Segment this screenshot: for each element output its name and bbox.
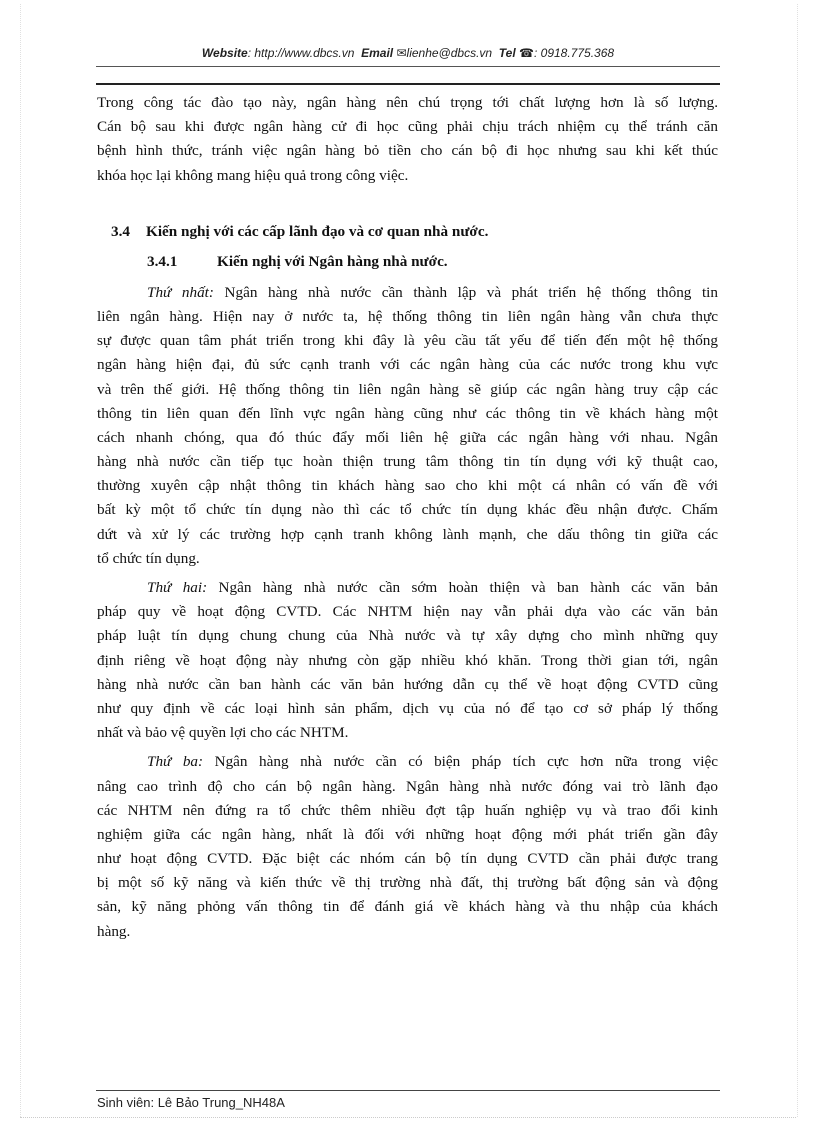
website-label: Website — [201, 46, 248, 60]
paragraph-line: sự được quan tâm phát triển trong khi đây là yêu cầu tất yếu để tiến đến một hệ thống — [97, 332, 718, 350]
paragraph-line: pháp quy về hoạt động CVTD. Các NHTM hiện nay vẫn phải dựa vào các văn bản — [97, 603, 718, 621]
section-number: 3.4 — [111, 222, 130, 240]
subsection-heading — [97, 250, 718, 276]
paragraph-line: thông tin liên quan đến lĩnh vực ngân hàng cũng như các thông tin về khách hàng một — [97, 404, 718, 422]
paragraph-line: các NHTM nên đứng ra tổ chức thêm nhiều đợt tập huấn nghiệp vụ và trao đổi kinh — [97, 801, 718, 819]
section-heading — [97, 220, 718, 246]
intro-line: Trong công tác đào tạo này, ngân hàng nên chú trọng tới chất lượng hơn là số lượng. — [97, 94, 718, 111]
page-body — [97, 91, 718, 944]
page-header — [96, 46, 720, 60]
paragraph-line: dứt và xử lý các trường hợp cạnh tranh không lành mạnh, che dấu thông tin giữa các — [97, 525, 718, 543]
section-title: Kiến nghị với các cấp lãnh đạo và cơ quan nhà nước. — [146, 222, 489, 240]
paragraph-line: nâng cao trình độ cho cán bộ ngân hàng. Ngân hàng nhà nước đóng vai trò lãnh đạo — [97, 777, 718, 795]
paragraph-line: hàng nhà nước cần tiếp tục hoàn thiện trung tâm thông tin tín dụng với kỹ thuật cao, — [97, 453, 718, 471]
paragraph-lead: Thứ ba: — [147, 753, 204, 771]
paragraph-line: hàng. — [97, 922, 131, 940]
paragraph-line: bị một số kỹ năng và kiến thức về thị trường nhà đất, thị trường bất động sản và động — [97, 874, 718, 892]
paragraph-line: sản, kỹ năng phỏng vấn thông tin để đánh giá về khách hàng và thu nhập của khách — [97, 898, 718, 916]
paragraph-line: bất kỳ một tổ chức tín dụng nào thì các tổ chức tín dụng khác đều nhận được. Chấm — [97, 501, 718, 519]
paragraph-line: nhất và bảo vệ quyền lợi cho các NHTM. — [97, 724, 349, 742]
paragraph-line: như quy định về các loại hình sản phẩm, dịch vụ của nó để tạo cơ sở pháp lý thống — [97, 699, 718, 717]
paragraph-line: như hoạt động CVTD. Đặc biệt các nhóm cán bộ tín dụng CVTD cần phải được trang — [97, 850, 718, 868]
paragraph-line: nghiệm giữa các ngân hàng, nhất là đối với những hoạt động mới phát triển gần đây — [97, 825, 718, 843]
paragraph-lead: Thứ nhất: — [147, 283, 214, 301]
tel-label: Tel — [498, 46, 516, 60]
paragraph-line: tổ chức tín dụng. — [97, 549, 200, 567]
tel-value: : 0918.775.368 — [533, 46, 615, 60]
paragraph-first-line: Thứ ba: Ngân hàng nhà nước cần có biện pháp tích cực hơn nữa trong việc — [147, 753, 718, 771]
paragraph-line: pháp luật tín dụng chung chung của Nhà nước và tự xây dựng cho mình những quy — [97, 627, 718, 645]
intro-line: Cán bộ sau khi được ngân hàng cử đi học cũng phải chịu trách nhiệm cụ thể tránh căn — [97, 118, 718, 136]
subsection-title: Kiến nghị với Ngân hàng nhà nước. — [217, 252, 448, 270]
email-label: Email — [361, 46, 394, 60]
paragraph-line: hàng nhà nước cần ban hành các văn bản hướng dẫn cụ thể về hoạt động CVTD cũng — [97, 675, 718, 693]
email-value: lienhe@dbcs.vn — [406, 46, 493, 60]
subsection-number: 3.4.1 — [147, 252, 178, 270]
footer-rule — [96, 1090, 720, 1091]
intro-line: khóa học lại không mang hiệu quả trong công việc. — [97, 166, 409, 184]
paragraph-first-line: Thứ nhất: Ngân hàng nhà nước cần thành lập và phát triển hệ thống thông tin — [147, 283, 719, 301]
paragraph-thu-ba — [97, 750, 718, 944]
page-footer: Sinh viên: Lê Bảo Trung_NH48A — [97, 1095, 285, 1110]
phone-icon: ☎ — [519, 46, 534, 60]
intro-line: bệnh hình thức, tránh việc ngân hàng bỏ tiền cho cán bộ đi học nhưng sau khi kết thúc — [97, 142, 718, 160]
paragraph-thu-hai — [97, 576, 718, 745]
paragraph-thu-nhat — [97, 281, 718, 571]
paragraph-first-line: Thứ hai: Ngân hàng nhà nước cần sớm hoàn thiện và ban hành các văn bản — [147, 579, 718, 596]
intro-paragraph — [97, 91, 718, 188]
header-rule-thin — [96, 66, 720, 67]
paragraph-line: ngân hàng hiện đại, đủ sức cạnh tranh với các ngân hàng của các nước trong khu vực — [97, 356, 718, 374]
header-rule-thick — [96, 83, 720, 85]
paragraph-line: và trên thế giới. Hệ thống thông tin liên ngân hàng sẽ giúp các ngân hàng truy cập các — [97, 380, 718, 398]
paragraph-line: cách nhanh chóng, qua đó thúc đẩy mối liên hệ giữa các ngân hàng với nhau. Ngân — [97, 428, 718, 446]
paragraph-lead: Thứ hai: — [147, 579, 208, 596]
page-bottom-edge — [20, 1117, 796, 1118]
paragraph-line: định riêng về hoạt động này nhưng còn gặp nhiều khó khăn. Trong thời gian tới, ngân — [97, 651, 718, 669]
paragraph-line: liên ngân hàng. Hiện nay ở nước ta, hệ thống thông tin liên ngân hàng vẫn chưa thực — [97, 307, 718, 325]
website-value: : http://www.dbcs.vn — [247, 46, 355, 60]
paragraph-line: thường xuyên cập nhật thông tin khách hàng sao cho khi một cá nhân có vấn đề với — [97, 477, 718, 495]
mail-icon: ✉ — [396, 46, 407, 60]
